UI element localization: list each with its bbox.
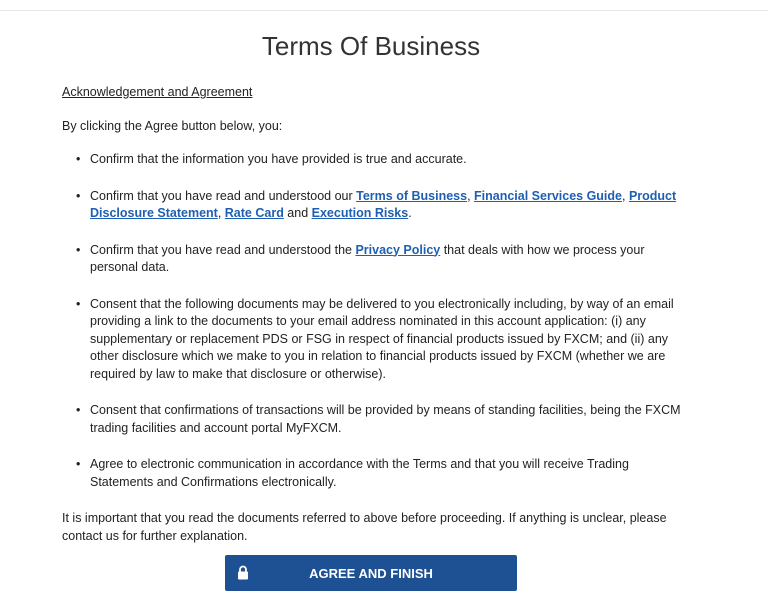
- list-item: • Confirm that you have read and understood the Privacy Policy that deals with how we process your personal data.: [90, 242, 682, 277]
- section-heading: Acknowledgement and Agreement: [62, 85, 253, 99]
- agree-button-label: AGREE AND FINISH: [309, 565, 433, 581]
- execution-risks-link[interactable]: Execution Risks: [311, 206, 409, 220]
- item-text: Confirm that the information you have provided is true and accurate.: [90, 152, 467, 166]
- financial-services-guide-link[interactable]: Financial Services Guide: [474, 188, 622, 203]
- terms-of-business-link[interactable]: Terms of Business: [356, 188, 468, 203]
- list-item: [90, 456, 682, 491]
- rate-card-link[interactable]: Rate Card: [224, 206, 284, 220]
- product-disclosure-statement-link[interactable]: Product Disclosure Statement: [90, 188, 677, 220]
- list-item: [90, 402, 682, 437]
- page-title: Terms Of Business: [261, 31, 481, 61]
- top-divider: [0, 10, 768, 11]
- intro-text: By clicking the Agree button below, you:: [62, 118, 283, 133]
- item-text: Confirm that you have read and understood the: [90, 242, 356, 257]
- agree-and-finish-button[interactable]: [225, 555, 517, 591]
- terms-list: [62, 151, 702, 491]
- list-item: [90, 151, 682, 169]
- list-item: [90, 296, 682, 384]
- list-item: • Confirm that you have read and understood our Terms of Business, Financial Services Guide, Product Disclosure Statement, Rate Card and Execution Risks.: [90, 188, 682, 223]
- item-text: Consent that confirmations of transactions will be provided by means of standing facilities, being the FXCM trading facilities and account portal MyFXCM.: [90, 403, 681, 435]
- item-text: Agree to electronic communication in accordance with the Terms and that you will receive Trading Statements and Confirmations electronically.: [90, 457, 629, 489]
- terms-content: [62, 84, 702, 545]
- item-text: Confirm that you have read and understood our: [90, 188, 357, 203]
- lock-icon: [237, 565, 249, 580]
- item-text: Consent that the following documents may be delivered to you electronically including, by way of an email providing a link to the documents to your email address nominated in this account application: (i) any supplementary or replacement PDS or FSG in respect of financial products issued by FXCM; and (ii) any other disclosure which we make to you in relation to financial products issued by FXCM (whether we are required by law to make that disclosure or otherwise).: [90, 296, 674, 381]
- closing-text: It is important that you read the documents referred to above before proceeding. If anything is unclear, please contact us for further explanation.: [62, 511, 667, 543]
- privacy-policy-link[interactable]: Privacy Policy: [355, 242, 441, 257]
